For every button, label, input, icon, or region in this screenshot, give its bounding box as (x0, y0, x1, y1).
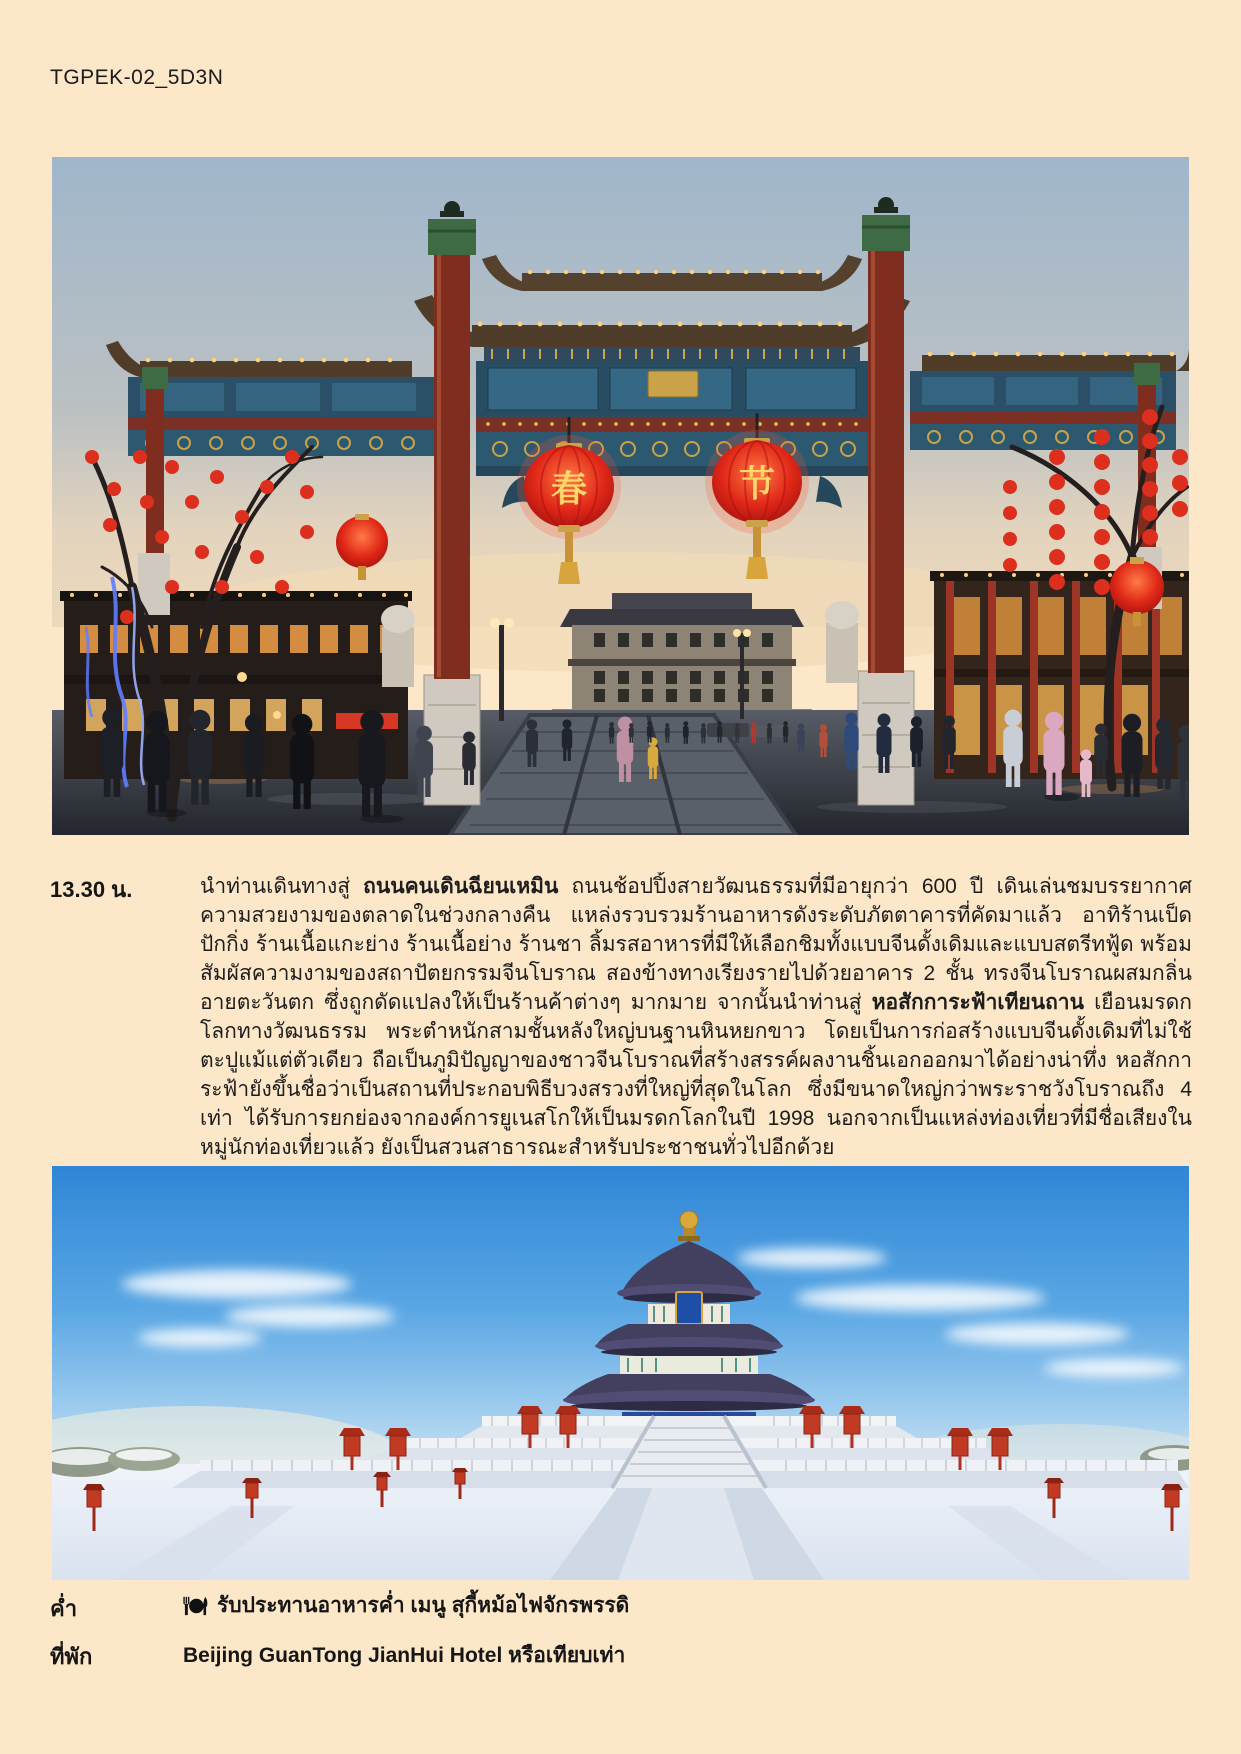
evening-meal-text: รับประทานอาหารค่ำ เมนู สุกี้หม้อไฟจักรพรรดิ (217, 1594, 630, 1617)
highlighted-place-name: ถนนคนเดินฉียนเหมิน (363, 875, 559, 898)
distant-bus (707, 723, 749, 737)
schedule-time: 13.30 น. (50, 877, 133, 902)
temple-of-heaven-photo (52, 1166, 1189, 1580)
qianmen-street-photo (52, 157, 1189, 835)
evening-label: ค่ำ (50, 1596, 78, 1621)
body-text: นำท่านเดินทางสู่ (200, 875, 364, 898)
tour-code: TGPEK-02_5D3N (50, 66, 224, 89)
hotel-name: Beijing GuanTong JianHui Hotel หรือเทียบเท่า (183, 1644, 626, 1667)
lantern-character-festival: 节 (738, 463, 776, 504)
highlighted-place-name: หอสักการะฟ้าเทียนถาน (871, 991, 1084, 1014)
temple-of-heaven-illustration (52, 1166, 1189, 1580)
schedule-description (200, 872, 1192, 1162)
evening-row (183, 1589, 629, 1622)
body-text: เยือนมรดกโลกทางวัฒนธรรม พระตำหนักสามชั้นหลังใหญ่บนฐานหินหยกขาว โดยเป็นการก่อสร้างแบบจีนดั้งเดิมที่ไม่ใช้ตะปูแม้แต่ตัวเดียว ถือเป็นภูมิปัญญาของชาวจีนโบราณที่สร้างสรรค์ผลงานชิ้นเอกออกมาได้อย่างน่าทึ่ง หอสักการะฟ้ายังขึ้นชื่อว่าเป็นสถานที่ประกอบพิธีบวงสรวงที่ใหญ่ที่สุดในโลก ซึ่งมีขนาดใหญ่กว่าพระราชวังโบราณถึง 4 เท่า ได้รับการยกย่องจากองค์การยูเนสโกให้เป็นมรดกโลกในปี 1998 นอกจากเป็นแหล่งท่องเที่ยวที่มีชื่อเสียงในหมู่นักท่องเที่ยวแล้ว ยังเป็นสวนสาธารณะสำหรับประชาชนทั่วไปอีกด้วย (200, 991, 1192, 1159)
body-text: ถนนช้อปปิ้งสายวัฒนธรรมที่มีอายุกว่า 600 ปี เดินเล่นชมบรรยากาศความสวยงามของตลาดในช่วงกลางคืน แหล่งรวบรวมร้านอาหารดังระดับภัตตาคารที่คัดมาแล้ว อาทิร้านเป็ดปักกิ่ง ร้านเนื้อแกะย่าง ร้านเนื้อย่าง ร้านชา ลิ้มรสอาหารที่มีให้เลือกชิมทั้งแบบจีนดั้งเดิมและแบบสตรีทฟู้ด พร้อมสัมผัสความงามของสถาปัตยกรรมจีนโบราณ สองข้างทางเรียงรายไปด้วยอาคาร 2 ชั้น ทรงจีนโบราณผสมกลิ่นอายตะวันตก ซึ่งถูกดัดแปลงให้เป็นร้านค้าต่างๆ มากมาย จากนั้นนำท่านสู่ (200, 875, 1192, 1014)
lantern-character-spring: 春 (550, 468, 588, 509)
qianmen-street-illustration (52, 157, 1189, 835)
dining-icon (183, 1596, 209, 1616)
accommodation-label: ที่พัก (50, 1644, 93, 1669)
